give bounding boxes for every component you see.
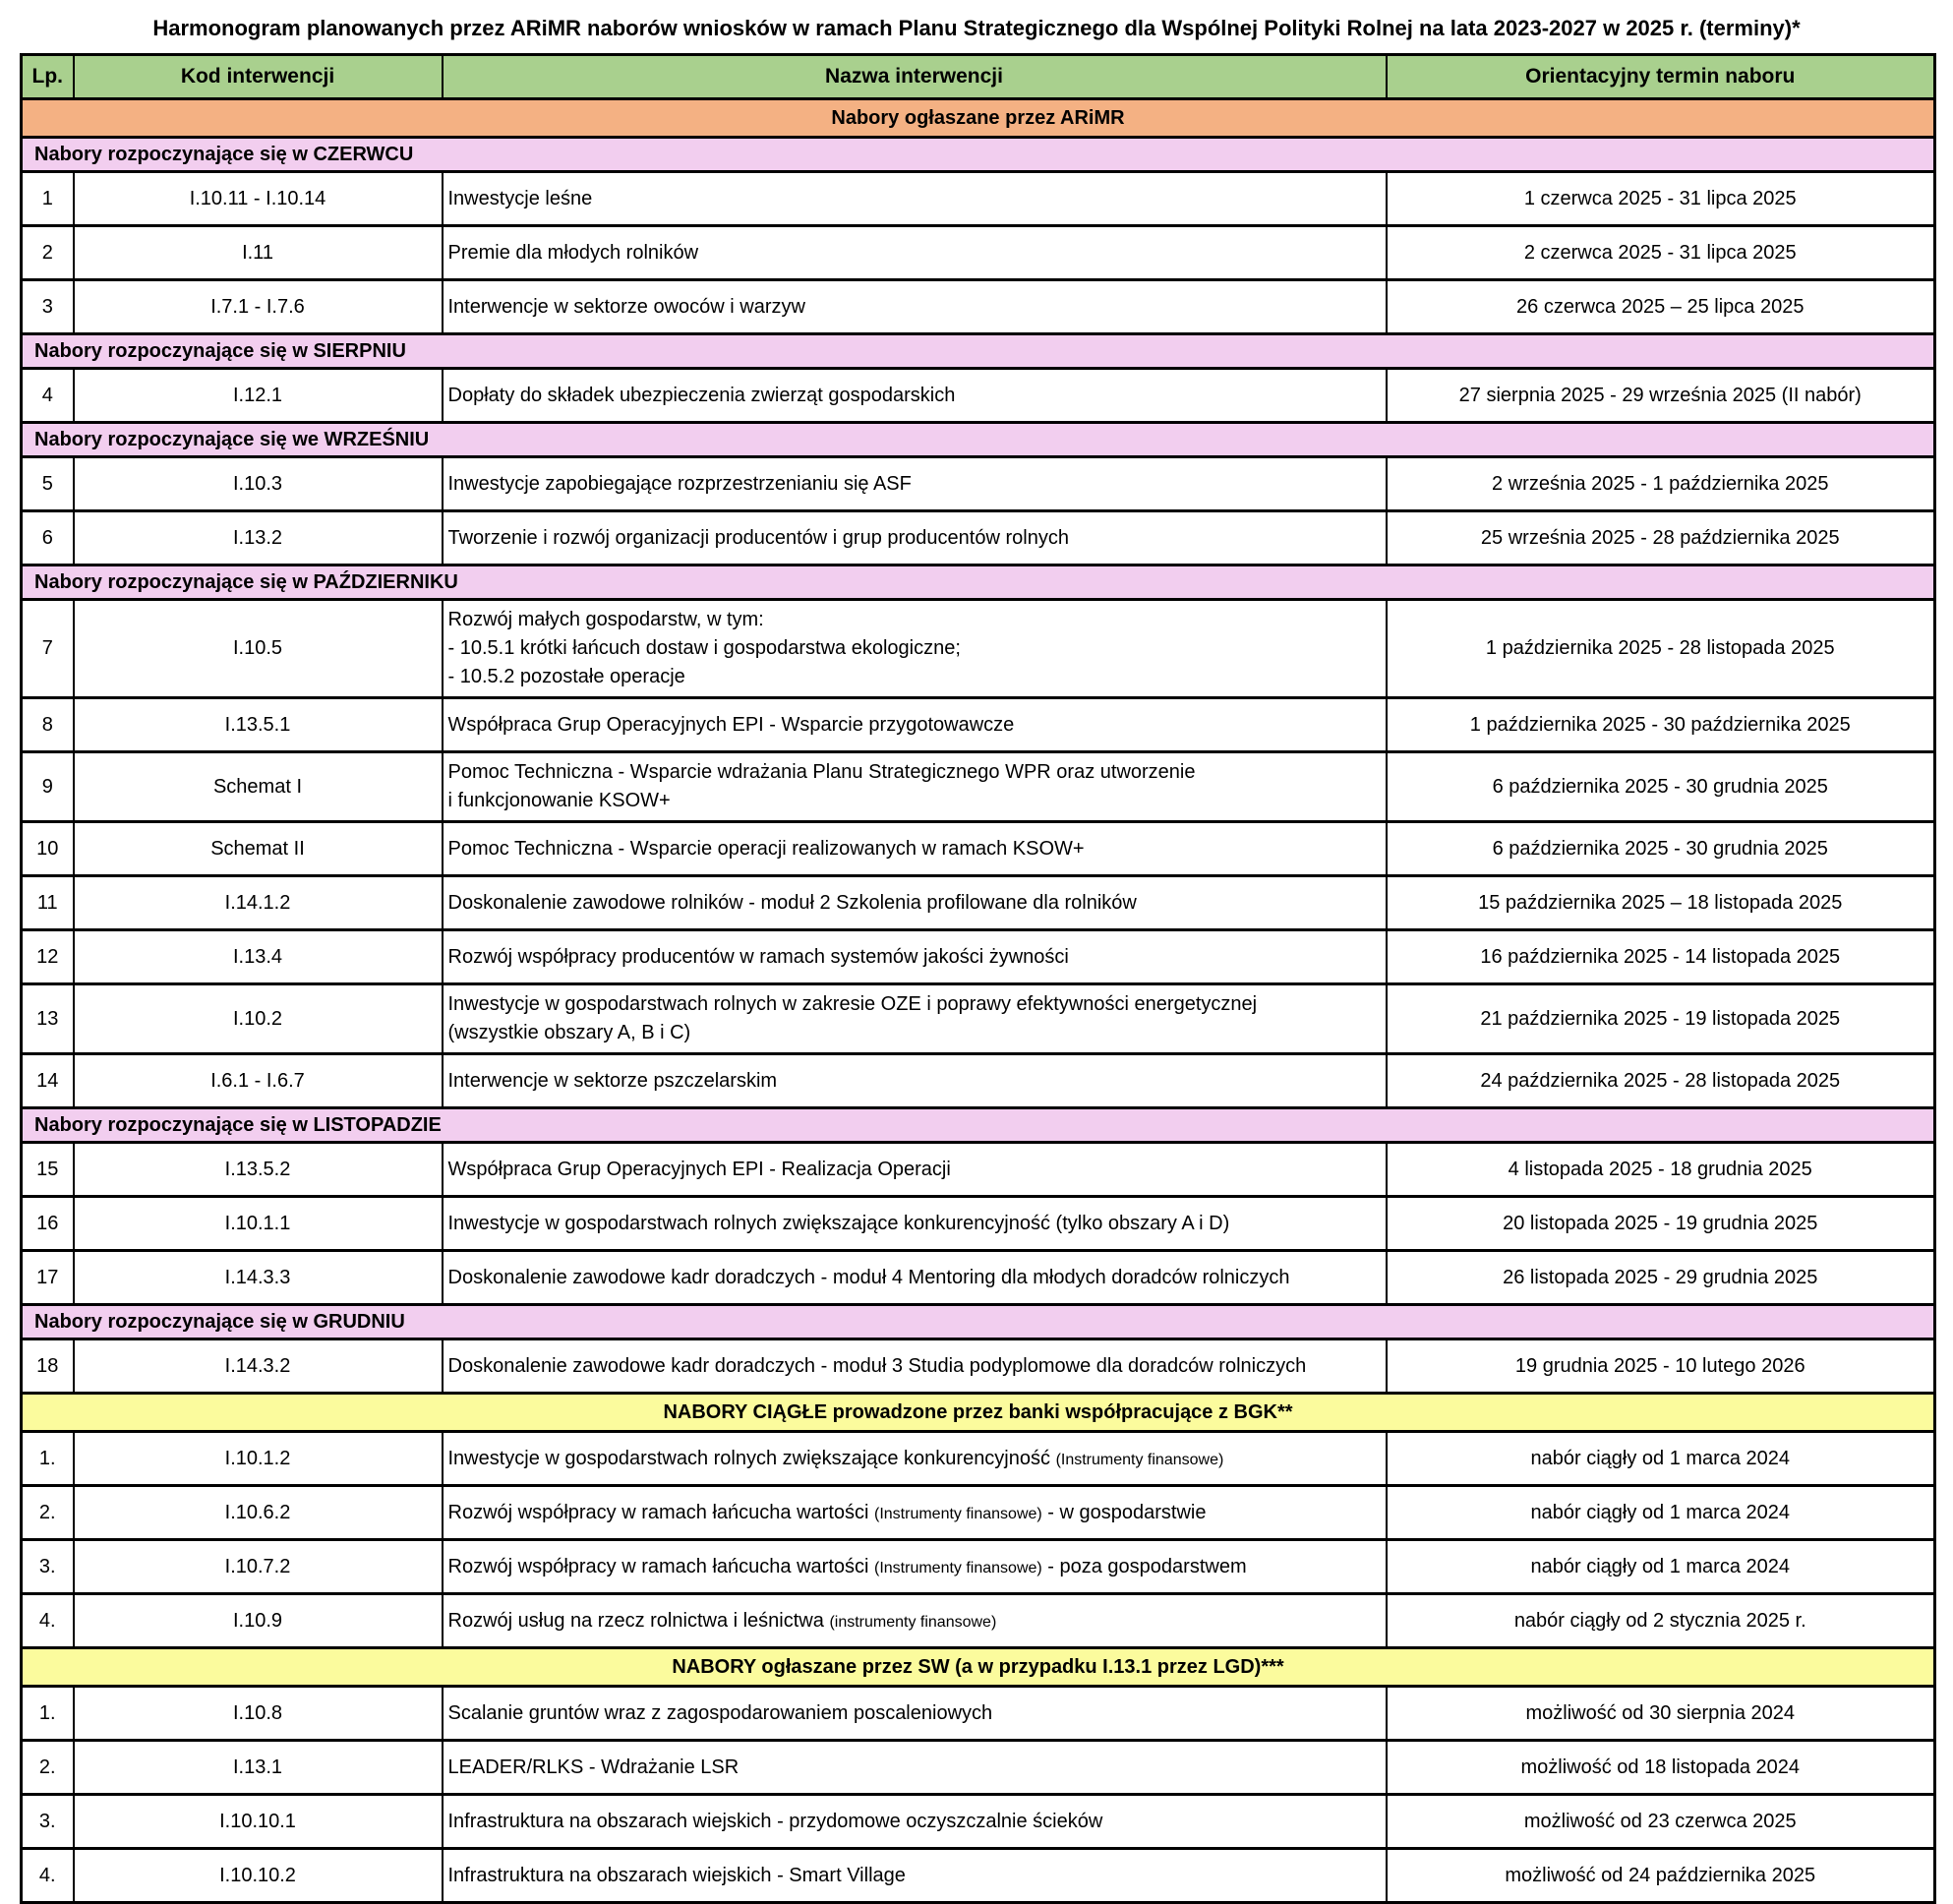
cell-code: I.10.7.2 [74, 1540, 443, 1594]
name-line: Dopłaty do składek ubezpieczenia zwierząt gospodarskich [447, 384, 956, 406]
name-line: Premie dla młodych rolników [447, 241, 699, 264]
cell-name [443, 1741, 1387, 1795]
cell-code: I.6.1 - I.6.7 [74, 1054, 443, 1108]
name-line: Współpraca Grup Operacyjnych EPI - Wsparcie przygotowawcze [447, 713, 1015, 736]
cell-lp: 3. [22, 1540, 74, 1594]
cell-term: 16 października 2025 - 14 listopada 2025 [1387, 930, 1935, 984]
cell-lp: 4. [22, 1849, 74, 1903]
cell-lp: 1 [22, 172, 74, 226]
name-line: Inwestycje w gospodarstwach rolnych zwiększające konkurencyjność (Instrumenty finansowe) [447, 1447, 1224, 1469]
cell-lp: 15 [22, 1143, 74, 1197]
table-row [22, 1594, 1935, 1648]
cell-term: 25 września 2025 - 28 października 2025 [1387, 511, 1935, 565]
cell-code: I.10.11 - I.10.14 [74, 172, 443, 226]
cell-lp: 18 [22, 1339, 74, 1394]
table-row [22, 984, 1935, 1054]
cell-term: 6 października 2025 - 30 grudnia 2025 [1387, 752, 1935, 822]
cell-code: I.12.1 [74, 369, 443, 423]
cell-term: 1 października 2025 - 30 października 2025 [1387, 698, 1935, 752]
month-header-label: Nabory rozpoczynające się w SIERPNIU [22, 334, 1935, 369]
cell-name [443, 1540, 1387, 1594]
name-line: Pomoc Techniczna - Wsparcie operacji realizowanych w ramach KSOW+ [447, 837, 1085, 860]
section-banner [22, 1394, 1935, 1432]
table-row [22, 1741, 1935, 1795]
cell-name [443, 930, 1387, 984]
cell-code: I.10.2 [74, 984, 443, 1054]
column-header-lp: Lp. [22, 55, 74, 99]
cell-term: 1 czerwca 2025 - 31 lipca 2025 [1387, 172, 1935, 226]
name-line: Współpraca Grup Operacyjnych EPI - Realizacja Operacji [447, 1158, 951, 1180]
cell-name [443, 1339, 1387, 1394]
cell-code: I.10.1.1 [74, 1197, 443, 1251]
cell-lp: 14 [22, 1054, 74, 1108]
month-header [22, 138, 1935, 172]
section-banner-label: Nabory ogłaszane przez ARiMR [22, 99, 1935, 138]
name-line: - 10.5.2 pozostałe operacje [447, 666, 685, 687]
cell-term: 2 czerwca 2025 - 31 lipca 2025 [1387, 226, 1935, 280]
cell-code: I.10.10.1 [74, 1795, 443, 1849]
cell-code: I.14.3.2 [74, 1339, 443, 1394]
cell-term: możliwość od 30 sierpnia 2024 [1387, 1687, 1935, 1741]
cell-code: Schemat II [74, 822, 443, 876]
cell-lp: 8 [22, 698, 74, 752]
cell-term: 1 października 2025 - 28 listopada 2025 [1387, 600, 1935, 698]
section-banner-label: NABORY ogłaszane przez SW (a w przypadku I.13.1 przez LGD)*** [22, 1648, 1935, 1687]
cell-code: I.10.10.2 [74, 1849, 443, 1903]
cell-term: 20 listopada 2025 - 19 grudnia 2025 [1387, 1197, 1935, 1251]
name-line: (wszystkie obszary A, B i C) [447, 1022, 691, 1043]
table-row [22, 457, 1935, 511]
table-row [22, 1054, 1935, 1108]
column-header-term: Orientacyjny termin naboru [1387, 55, 1935, 99]
month-header-label: Nabory rozpoczynające się w PAŹDZIERNIKU [22, 565, 1935, 600]
cell-term: 24 października 2025 - 28 listopada 2025 [1387, 1054, 1935, 1108]
cell-term: 27 sierpnia 2025 - 29 września 2025 (II nabór) [1387, 369, 1935, 423]
cell-code: Schemat I [74, 752, 443, 822]
cell-name [443, 457, 1387, 511]
name-line: Inwestycje zapobiegające rozprzestrzenianiu się ASF [447, 472, 912, 495]
cell-lp: 4. [22, 1594, 74, 1648]
cell-lp: 2 [22, 226, 74, 280]
cell-term: 2 września 2025 - 1 października 2025 [1387, 457, 1935, 511]
cell-term: nabór ciągły od 1 marca 2024 [1387, 1486, 1935, 1540]
cell-code: I.13.1 [74, 1741, 443, 1795]
name-line: Inwestycje w gospodarstwach rolnych zwiększające konkurencyjność (tylko obszary A i D) [447, 1212, 1230, 1234]
table-row [22, 1486, 1935, 1540]
cell-term: 26 czerwca 2025 – 25 lipca 2025 [1387, 280, 1935, 334]
cell-name [443, 1594, 1387, 1648]
name-line: - 10.5.1 krótki łańcuch dostaw i gospodarstwa ekologiczne; [447, 637, 961, 659]
cell-lp: 10 [22, 822, 74, 876]
name-line: i funkcjonowanie KSOW+ [447, 790, 671, 811]
cell-code: I.14.1.2 [74, 876, 443, 930]
table-row [22, 280, 1935, 334]
cell-name [443, 1486, 1387, 1540]
table-body [22, 99, 1935, 1903]
cell-code: I.7.1 - I.7.6 [74, 280, 443, 334]
column-header-name: Nazwa interwencji [443, 55, 1387, 99]
month-header-label: Nabory rozpoczynające się w LISTOPADZIE [22, 1108, 1935, 1143]
name-line: Tworzenie i rozwój organizacji producentów i grup producentów rolnych [447, 526, 1069, 549]
cell-name [443, 172, 1387, 226]
cell-name [443, 600, 1387, 698]
table-row [22, 752, 1935, 822]
cell-code: I.10.3 [74, 457, 443, 511]
month-header-label: Nabory rozpoczynające się w CZERWCU [22, 138, 1935, 172]
cell-lp: 6 [22, 511, 74, 565]
cell-term: możliwość od 23 czerwca 2025 [1387, 1795, 1935, 1849]
table-row [22, 1251, 1935, 1305]
table-row [22, 1795, 1935, 1849]
month-header [22, 1305, 1935, 1339]
name-line: Doskonalenie zawodowe rolników - moduł 2 Szkolenia profilowane dla rolników [447, 891, 1137, 914]
name-line: Inwestycje w gospodarstwach rolnych w zakresie OZE i poprawy efektywności energetycznej [447, 993, 1258, 1015]
name-line: Doskonalenie zawodowe kadr doradczych - moduł 4 Mentoring dla młodych doradców rolniczych [447, 1266, 1290, 1288]
table-row [22, 511, 1935, 565]
cell-name [443, 1251, 1387, 1305]
cell-term: nabór ciągły od 2 stycznia 2025 r. [1387, 1594, 1935, 1648]
table-row [22, 1540, 1935, 1594]
cell-name [443, 822, 1387, 876]
schedule-table [20, 53, 1936, 1904]
page-title: Harmonogram planowanych przez ARiMR naborów wniosków w ramach Planu Strategicznego dla Wspólnej Polityki Rolnej na lata 2023-2027 w 2025 r. (terminy)* [152, 16, 1801, 40]
cell-lp: 7 [22, 600, 74, 698]
table-row [22, 600, 1935, 698]
cell-name [443, 280, 1387, 334]
table-row [22, 1687, 1935, 1741]
name-line: Rozwój współpracy w ramach łańcucha wartości (Instrumenty finansowe) - poza gospodarstwem [447, 1555, 1247, 1577]
month-header-label: Nabory rozpoczynające się w GRUDNIU [22, 1305, 1935, 1339]
table-row [22, 1339, 1935, 1394]
cell-lp: 9 [22, 752, 74, 822]
month-header-label: Nabory rozpoczynające się we WRZEŚNIU [22, 423, 1935, 457]
cell-lp: 3. [22, 1795, 74, 1849]
name-line: Infrastruktura na obszarach wiejskich - przydomowe oczyszczalnie ścieków [447, 1810, 1103, 1832]
month-header [22, 334, 1935, 369]
cell-code: I.10.9 [74, 1594, 443, 1648]
cell-code: I.10.8 [74, 1687, 443, 1741]
name-line: Rozwój współpracy producentów w ramach systemów jakości żywności [447, 945, 1069, 968]
cell-term: nabór ciągły od 1 marca 2024 [1387, 1432, 1935, 1486]
cell-term: 19 grudnia 2025 - 10 lutego 2026 [1387, 1339, 1935, 1394]
cell-code: I.13.4 [74, 930, 443, 984]
cell-term: nabór ciągły od 1 marca 2024 [1387, 1540, 1935, 1594]
cell-name [443, 1432, 1387, 1486]
table-row [22, 1197, 1935, 1251]
cell-term: możliwość od 18 listopada 2024 [1387, 1741, 1935, 1795]
column-header-row [22, 55, 1935, 99]
cell-lp: 5 [22, 457, 74, 511]
name-line: Interwencje w sektorze pszczelarskim [447, 1069, 778, 1092]
cell-lp: 1. [22, 1687, 74, 1741]
cell-lp: 16 [22, 1197, 74, 1251]
name-line: Interwencje w sektorze owoców i warzyw [447, 295, 805, 318]
cell-lp: 2. [22, 1486, 74, 1540]
cell-code: I.10.5 [74, 600, 443, 698]
cell-term: 4 listopada 2025 - 18 grudnia 2025 [1387, 1143, 1935, 1197]
fine-print: (Instrumenty finansowe) [874, 1559, 1042, 1577]
cell-code: I.14.3.3 [74, 1251, 443, 1305]
name-line: Rozwój małych gospodarstw, w tym: [447, 609, 764, 630]
fine-print: (Instrumenty finansowe) [1055, 1451, 1224, 1468]
section-banner-label: NABORY CIĄGŁE prowadzone przez banki współpracujące z BGK** [22, 1394, 1935, 1432]
name-line: LEADER/RLKS - Wdrażanie LSR [447, 1755, 740, 1778]
month-header [22, 1108, 1935, 1143]
name-line: Rozwój usług na rzecz rolnictwa i leśnictwa (instrumenty finansowe) [447, 1609, 997, 1632]
table-row [22, 822, 1935, 876]
name-line: Inwestycje leśne [447, 187, 593, 209]
table-row [22, 1849, 1935, 1903]
table-row [22, 172, 1935, 226]
cell-name [443, 1143, 1387, 1197]
month-header [22, 565, 1935, 600]
cell-name [443, 1795, 1387, 1849]
name-line: Doskonalenie zawodowe kadr doradczych - moduł 3 Studia podyplomowe dla doradców rolniczych [447, 1354, 1307, 1377]
cell-name [443, 1054, 1387, 1108]
cell-code: I.13.2 [74, 511, 443, 565]
cell-name [443, 876, 1387, 930]
cell-name [443, 511, 1387, 565]
section-banner [22, 99, 1935, 138]
cell-code: I.10.1.2 [74, 1432, 443, 1486]
name-line: Infrastruktura na obszarach wiejskich - Smart Village [447, 1864, 906, 1886]
cell-name [443, 226, 1387, 280]
fine-print: (instrumenty finansowe) [829, 1613, 997, 1631]
cell-term: 15 października 2025 – 18 listopada 2025 [1387, 876, 1935, 930]
cell-code: I.10.6.2 [74, 1486, 443, 1540]
cell-code: I.11 [74, 226, 443, 280]
name-line: Scalanie gruntów wraz z zagospodarowaniem poscaleniowych [447, 1701, 993, 1724]
column-header-code: Kod interwencji [74, 55, 443, 99]
cell-lp: 13 [22, 984, 74, 1054]
cell-code: I.13.5.1 [74, 698, 443, 752]
table-row [22, 226, 1935, 280]
cell-name [443, 1687, 1387, 1741]
cell-lp: 3 [22, 280, 74, 334]
cell-name [443, 1849, 1387, 1903]
cell-lp: 4 [22, 369, 74, 423]
section-banner [22, 1648, 1935, 1687]
cell-code: I.13.5.2 [74, 1143, 443, 1197]
table-row [22, 1143, 1935, 1197]
table-row [22, 876, 1935, 930]
name-line: Rozwój współpracy w ramach łańcucha wartości (Instrumenty finansowe) - w gospodarstwie [447, 1501, 1207, 1523]
name-line: Pomoc Techniczna - Wsparcie wdrażania Planu Strategicznego WPR oraz utworzenie [447, 761, 1196, 783]
cell-name [443, 984, 1387, 1054]
cell-name [443, 369, 1387, 423]
table-row [22, 930, 1935, 984]
cell-name [443, 698, 1387, 752]
table-row [22, 698, 1935, 752]
cell-term: możliwość od 24 października 2025 [1387, 1849, 1935, 1903]
cell-name [443, 752, 1387, 822]
cell-lp: 1. [22, 1432, 74, 1486]
fine-print: (Instrumenty finansowe) [874, 1505, 1042, 1522]
table-row [22, 1432, 1935, 1486]
cell-term: 21 października 2025 - 19 listopada 2025 [1387, 984, 1935, 1054]
cell-lp: 12 [22, 930, 74, 984]
cell-lp: 11 [22, 876, 74, 930]
cell-name [443, 1197, 1387, 1251]
cell-lp: 17 [22, 1251, 74, 1305]
cell-term: 26 listopada 2025 - 29 grudnia 2025 [1387, 1251, 1935, 1305]
month-header [22, 423, 1935, 457]
cell-lp: 2. [22, 1741, 74, 1795]
cell-term: 6 października 2025 - 30 grudnia 2025 [1387, 822, 1935, 876]
table-row [22, 369, 1935, 423]
